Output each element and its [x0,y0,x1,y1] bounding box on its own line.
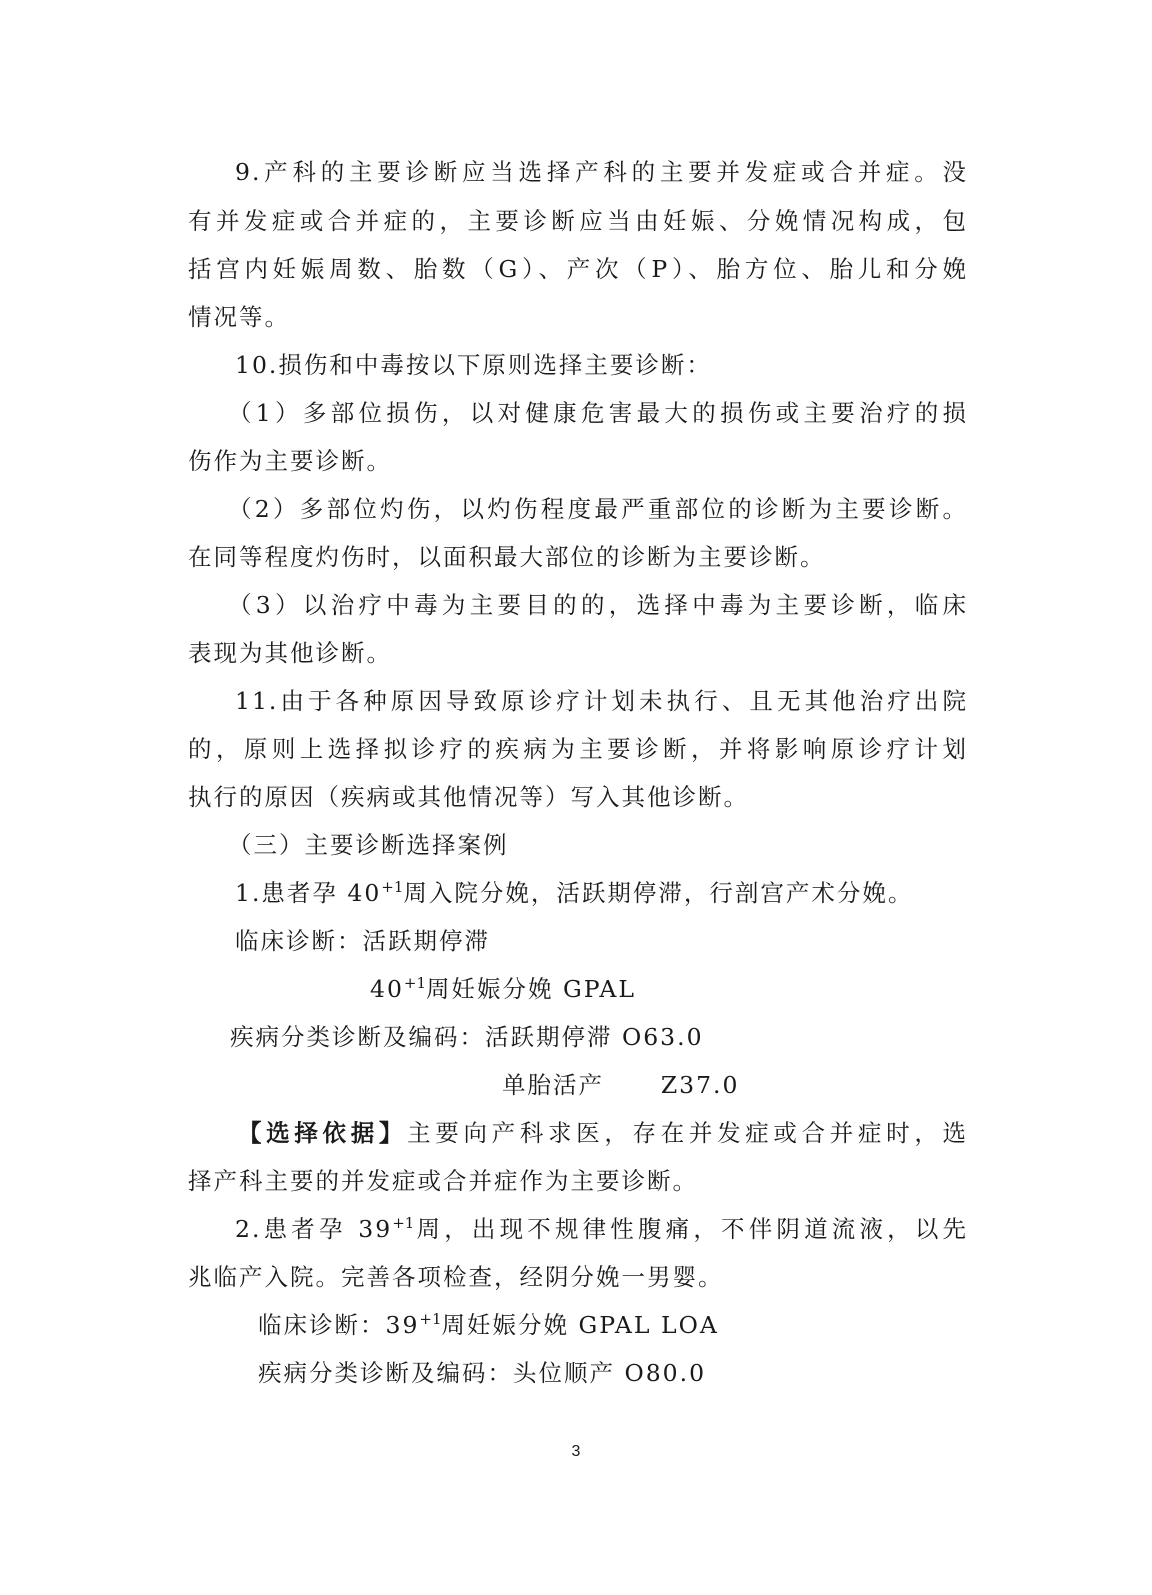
section-heading-cases: （三）主要诊断选择案例 [228,831,509,859]
para-10-1-line-2: 伤作为主要诊断。 [188,447,392,475]
case-1-clinical-2-b: 周妊娠分娩 GPAL [426,975,637,1003]
case-1-clinical-2-sup: +1 [403,974,427,993]
para-9-line-3: 括宫内妊娠周数、胎数（G）、产次（P）、胎方位、胎儿和分娩 [188,255,968,283]
para-9-line-4: 情况等。 [188,303,290,331]
para-10-2-line-2: 在同等程度灼伤时，以面积最大部位的诊断为主要诊断。 [188,543,826,571]
case-1-clinical-2-a: 40 [370,975,404,1003]
case-1-basis-tag: 【选择依据】 [238,1119,408,1147]
para-11-line-1: 11.由于各种原因导致原诊疗计划未执行、且无其他治疗出院 [235,687,968,715]
case-2-clinical-a: 临床诊断：39 [258,1311,420,1339]
case-2-coding: 疾病分类诊断及编码：头位顺产 O80.0 [258,1359,707,1387]
case-2-intro-b: 周，出现不规律性腹痛，不伴阴道流液，以先 [414,1215,969,1243]
case-2-intro-sup: +1 [392,1214,415,1233]
case-2-intro-a: 2.患者孕 39 [235,1215,393,1243]
para-9-line-1: 9.产科的主要诊断应当选择产科的主要并发症或合并症。没 [235,158,968,186]
para-10-heading: 10.损伤和中毒按以下原则选择主要诊断： [235,351,712,379]
para-11-line-3: 执行的原因（疾病或其他情况等）写入其他诊断。 [188,783,749,811]
case-1-clinical-2 [370,972,1150,1006]
case-1-basis-line-1 [238,1116,968,1150]
case-1-basis-line-2: 择产科主要的并发症或合并症作为主要诊断。 [188,1167,698,1195]
para-10-2-line-1: （2）多部位灼伤，以灼伤程度最严重部位的诊断为主要诊断。 [228,495,968,523]
case-1-coding-label: 疾病分类诊断及编码： [230,1023,485,1051]
case-1-intro [235,876,1015,910]
case-1-clinical-value-1: 活跃期停滞 [362,927,490,955]
case-1-coding-2: 单胎活产 Z37.0 [502,1071,740,1099]
para-9-line-2: 有并发症或合并症的，主要诊断应当由妊娠、分娩情况构成，包 [188,207,968,235]
case-1-coding-value-1: 活跃期停滞 O63.0 [485,1023,704,1051]
case-2-intro-line-1 [235,1212,968,1246]
case-1-basis-text-1: 主要向产科求医，存在并发症或合并症时，选 [407,1119,969,1147]
case-1-intro-sup: +1 [381,878,404,897]
case-2-intro-line-2: 兆临产入院。完善各项检查，经阴分娩一男婴。 [188,1263,724,1291]
case-1-coding-1 [230,1020,1010,1054]
case-1-clinical-1 [235,924,1015,958]
page-number: 3 [571,1443,581,1460]
case-2-clinical [258,1308,1038,1342]
para-10-1-line-1: （1）多部位损伤，以对健康危害最大的损伤或主要治疗的损 [228,399,968,427]
case-1-intro-b: 周入院分娩，活跃期停滞，行剖宫产术分娩。 [403,879,914,907]
para-10-3-line-2: 表现为其他诊断。 [188,639,392,667]
para-11-line-2: 的，原则上选择拟诊疗的疾病为主要诊断，并将影响原诊疗计划 [188,735,968,763]
case-1-intro-a: 1.患者孕 40 [235,879,382,907]
case-2-clinical-b: 周妊娠分娩 GPAL LOA [441,1311,719,1339]
para-10-3-line-1: （3）以治疗中毒为主要目的的，选择中毒为主要诊断，临床 [228,591,968,619]
case-2-clinical-sup: +1 [419,1310,442,1329]
case-1-clinical-label: 临床诊断： [235,927,363,955]
